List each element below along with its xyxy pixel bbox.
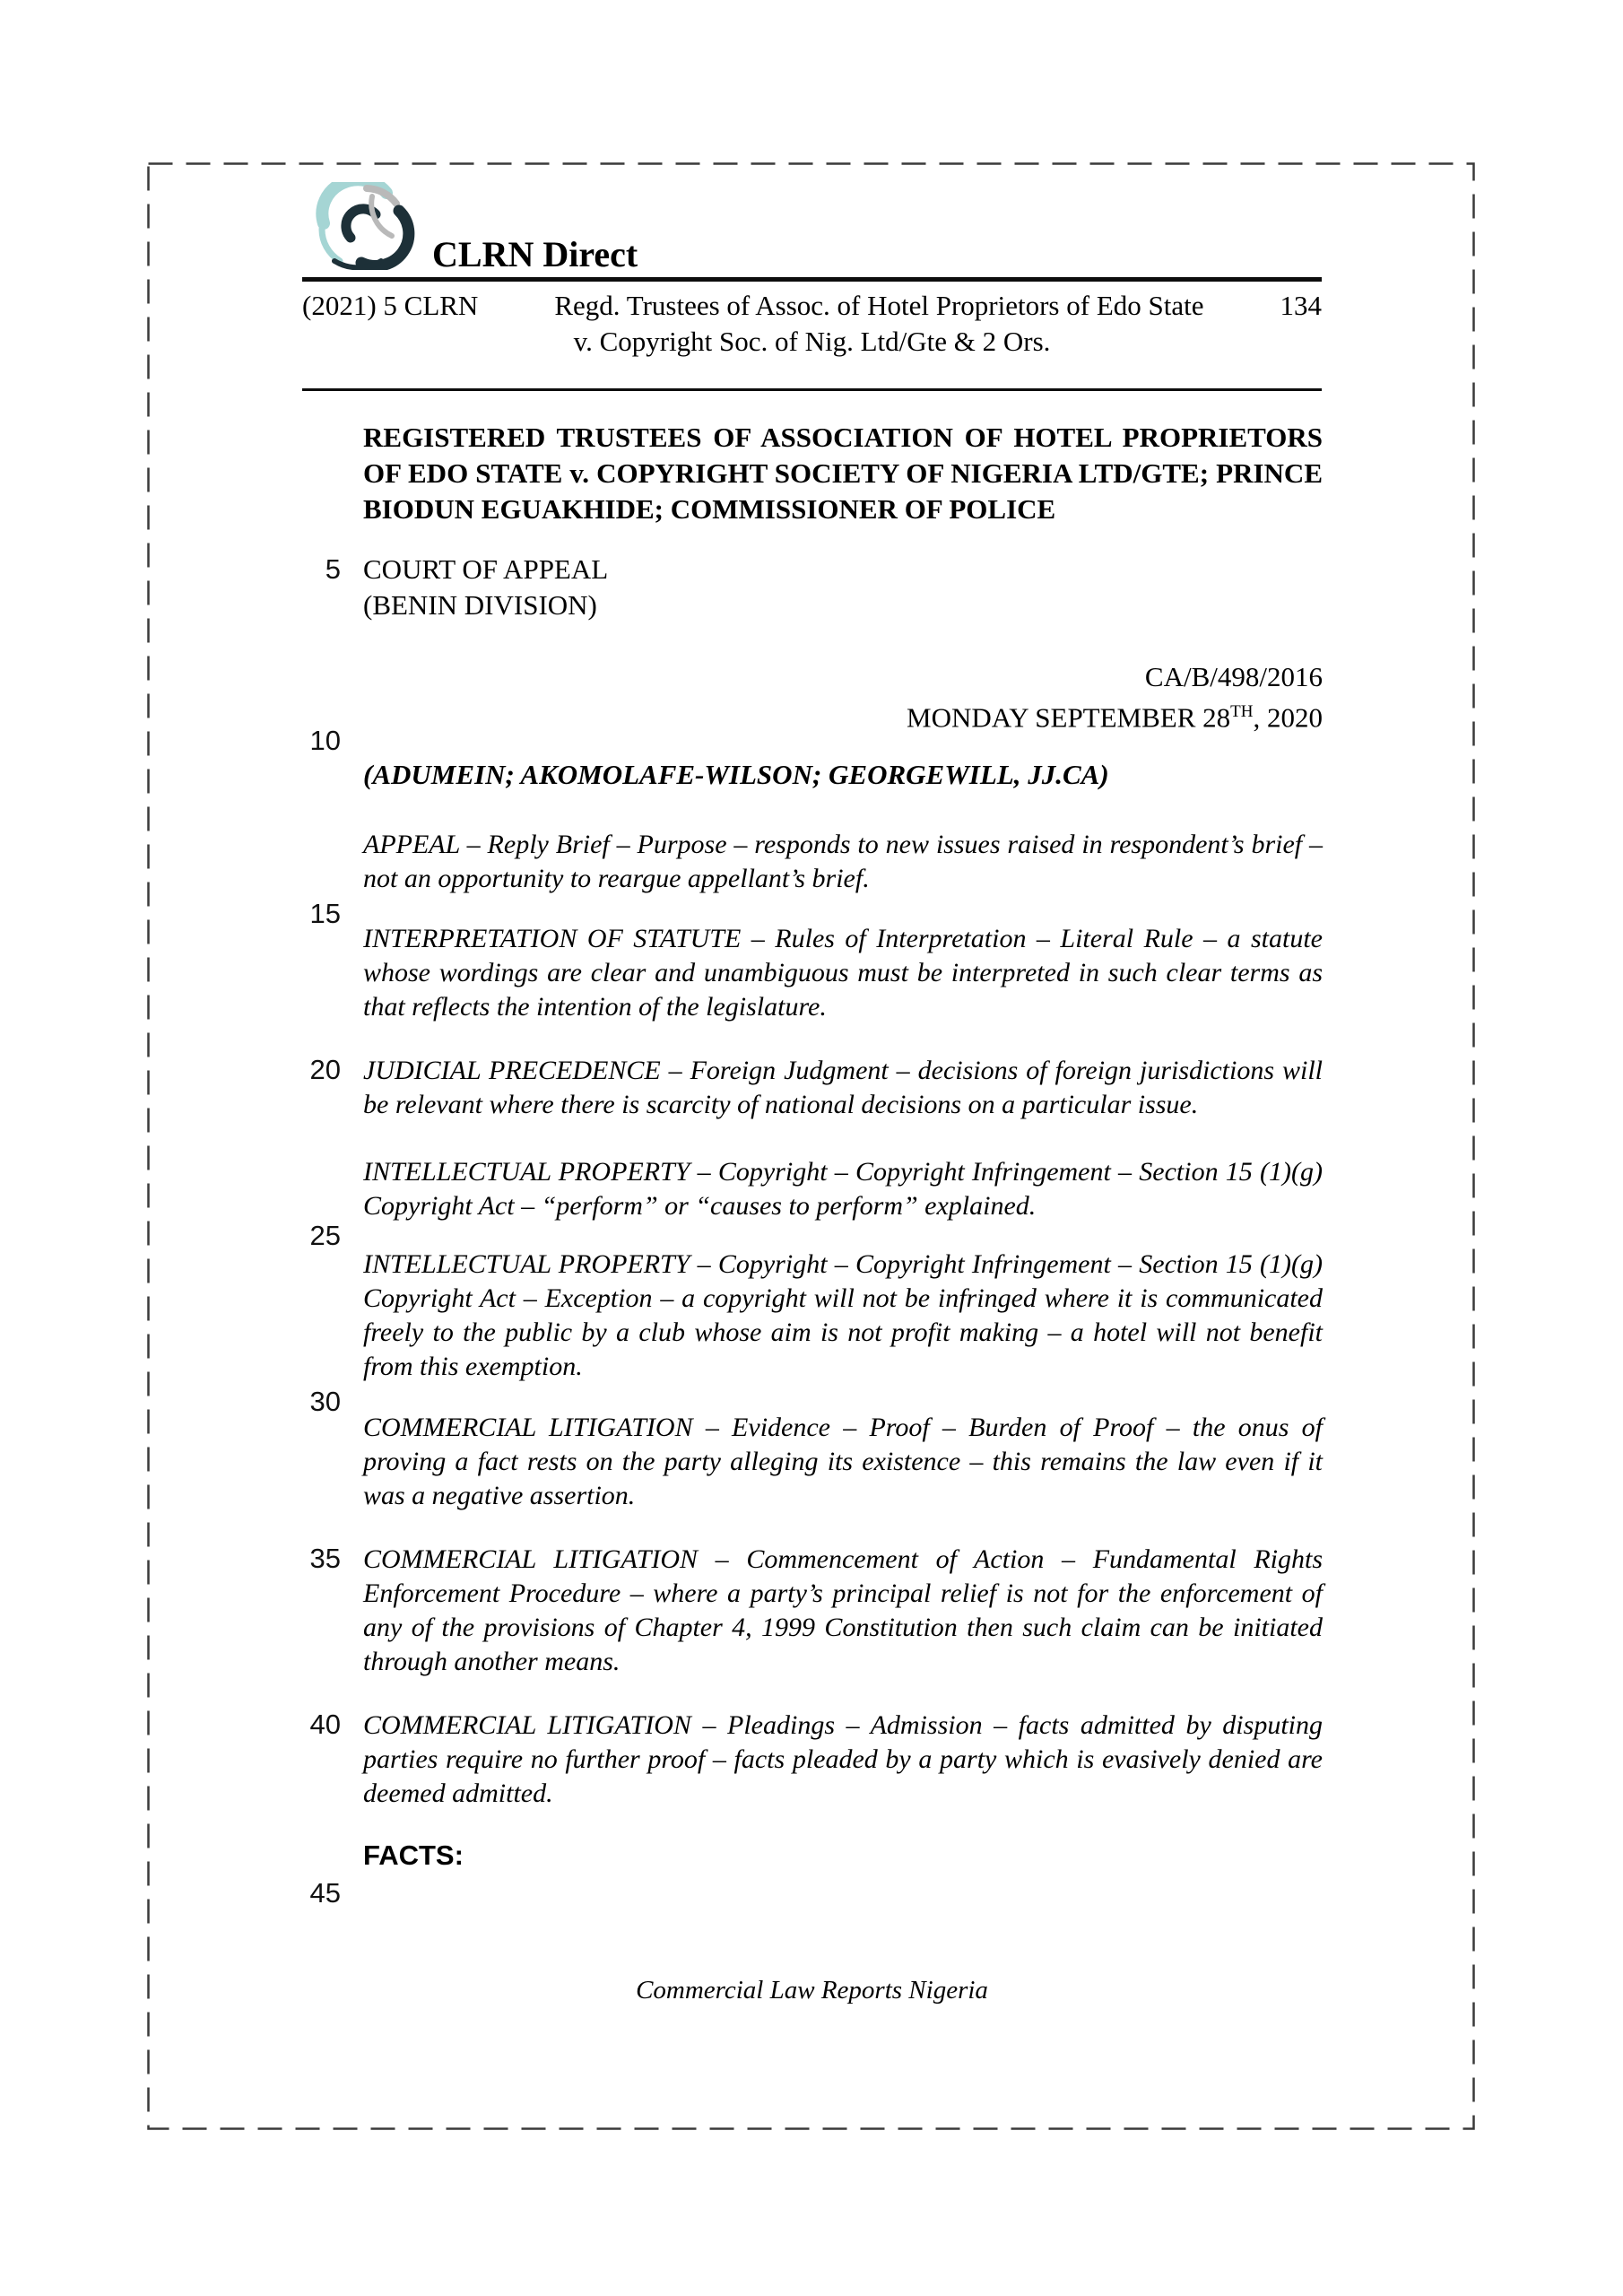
catchword-paragraph: COMMERCIAL LITIGATION – Evidence – Proof – Burden of Proof – the onus of proving a fact rests on the party alleging its existence – this remains the law even if it was a negative assertion.	[363, 1413, 1323, 1510]
line-number: 5	[325, 553, 341, 585]
court-block	[363, 552, 608, 623]
line-number: 10	[309, 725, 341, 756]
running-case-name-line2: v. Copyright Soc. of Nig. Ltd/Gte & 2 Ors.	[573, 326, 1051, 357]
facts-heading: FACTS:	[363, 1839, 464, 1871]
hearing-date: MONDAY SEPTEMBER 28TH, 2020	[907, 701, 1323, 734]
catchword-paragraph: COMMERCIAL LITIGATION – Pleadings – Admission – facts admitted by disputing parties require no further proof – facts pleaded by a party which is evasively denied are deemed admitted.	[363, 1710, 1323, 1808]
line-number: 35	[309, 1543, 341, 1574]
catchword-paragraph: COMMERCIAL LITIGATION – Commencement of Action – Fundamental Rights Enforcement Procedure – where a party’s principal relief is not for the enforcement of any of the provisions of Chapter 4, 1999 Constitution then such claim can be initiated through another means.	[363, 1544, 1323, 1676]
line-number: 15	[309, 898, 341, 929]
brand-title: CLRN Direct	[432, 234, 638, 274]
running-case-name: Regd. Trustees of Assoc. of Hotel Proprietors of Edo State	[554, 290, 1204, 321]
page-number: 134	[1280, 290, 1322, 321]
header-rule-top	[302, 277, 1322, 282]
case-title-line: REGISTERED TRUSTEES OF ASSOCIATION OF HOTEL PROPRIETORS	[363, 422, 1323, 453]
date-ordinal-suffix: TH	[1230, 702, 1254, 721]
court-division: (BENIN DIVISION)	[363, 589, 597, 621]
footer-publication-name: Commercial Law Reports Nigeria	[636, 1976, 988, 2005]
case-reference-block	[363, 659, 1323, 735]
line-number: 45	[309, 1877, 341, 1909]
clrn-logo-icon	[309, 182, 421, 270]
catchword-paragraph: APPEAL – Reply Brief – Purpose – responds to new issues raised in respondent’s brief – not an opportunity to reargue appellant’s brief.	[363, 830, 1323, 893]
case-title	[363, 420, 1323, 527]
header-rule-bottom	[302, 388, 1322, 391]
catchword-paragraph: INTELLECTUAL PROPERTY – Copyright – Copyright Infringement – Section 15 (1)(g) Copyright Act – “perform” or “causes to perform” explained.	[363, 1157, 1323, 1221]
citation: (2021) 5 CLRN	[302, 290, 479, 321]
case-title-line: OF EDO STATE v. COPYRIGHT SOCIETY OF NIGERIA LTD/GTE; PRINCE	[363, 457, 1323, 489]
catchword-paragraph: INTERPRETATION OF STATUTE – Rules of Interpretation – Literal Rule – a statute whose wordings are clear and unambiguous must be interpreted in such clear terms as that reflects the intention of the legislature.	[363, 924, 1323, 1022]
catchword-paragraph: INTELLECTUAL PROPERTY – Copyright – Copyright Infringement – Section 15 (1)(g) Copyright Act – Exception – a copyright will not be infringed where it is communicated freely to the public by a club whose aim is not profit making – a hotel will not benefit from this exemption.	[363, 1249, 1323, 1381]
catchword-paragraph: JUDICIAL PRECEDENCE – Foreign Judgment – decisions of foreign jurisdictions will be relevant where there is scarcity of national decisions on a particular issue.	[363, 1056, 1323, 1119]
case-title-line: BIODUN EGUAKHIDE; COMMISSIONER OF POLICE	[363, 493, 1056, 525]
line-number: 30	[309, 1386, 341, 1417]
running-header	[302, 288, 1322, 324]
line-number: 25	[309, 1220, 341, 1251]
judges-line: (ADUMEIN; AKOMOLAFE-WILSON; GEORGEWILL, JJ.CA)	[363, 759, 1109, 790]
line-number: 40	[309, 1709, 341, 1740]
suit-number: CA/B/498/2016	[1144, 661, 1323, 692]
line-number: 20	[309, 1054, 341, 1085]
court-name: COURT OF APPEAL	[363, 553, 609, 585]
